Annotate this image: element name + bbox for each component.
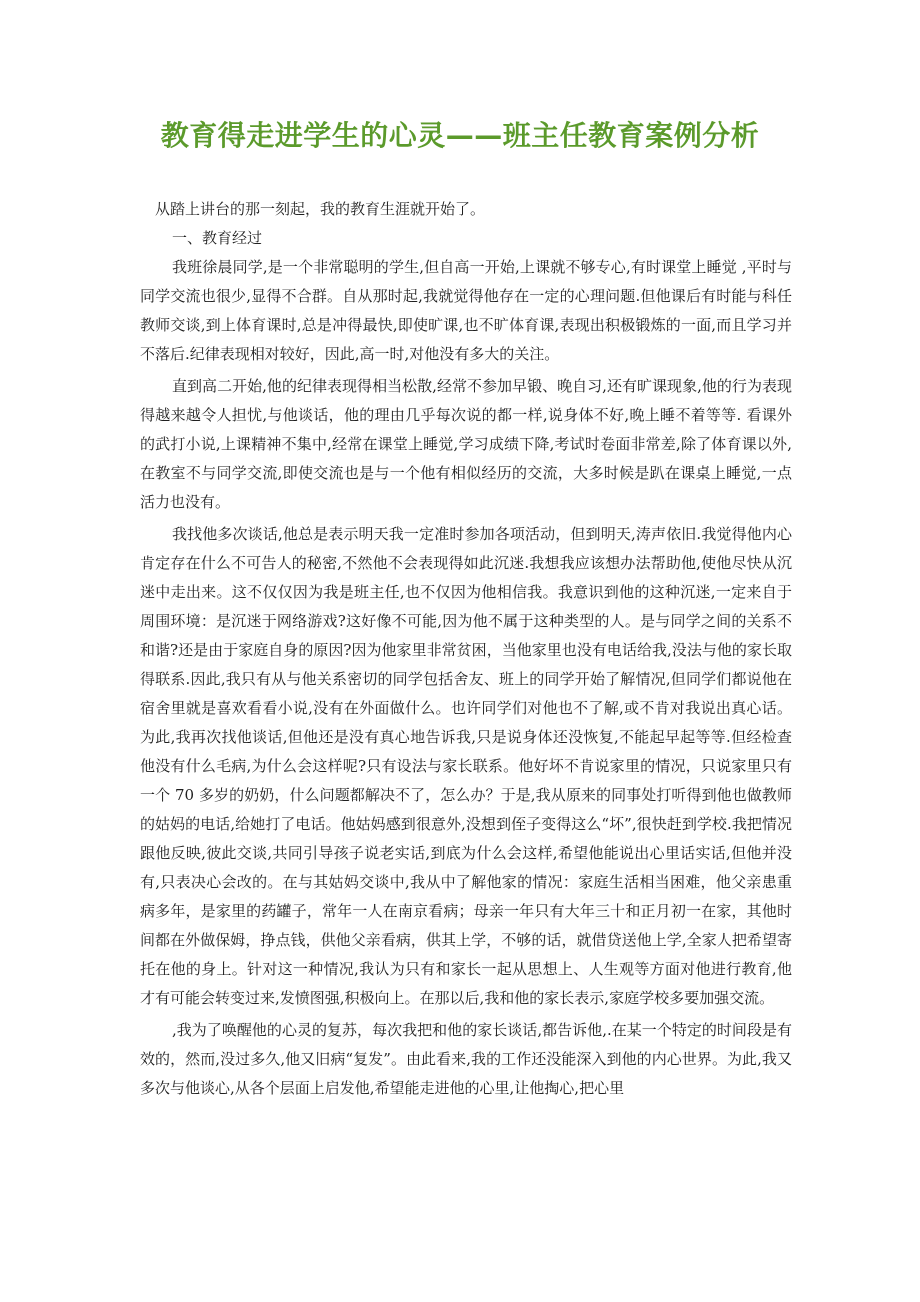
intro-paragraph: 从踏上讲台的那一刻起，我的教育生涯就开始了。 <box>155 200 486 218</box>
section-heading: 一、教育经过 <box>172 229 263 247</box>
body-paragraph: 直到高二开始,他的纪律表现得相当松散,经常不参加早锻、晚自习,还有旷课现象,他的行为表现得越来越令人担忧,与他谈话，他的理由几乎每次说的都一样,说身体不好,晚上睡不着等等. 看课外的武打小说,上课精神不集中,经常在课堂上睡觉,学习成绩下降,考试时卷面非常差,除了体育课以外,在教室不与同学交流,即使交流也是与一个他有相似经历的交流，大多时候是趴在课桌上睡觉,一点活力也没有。 <box>140 377 792 511</box>
body-paragraph: 我找他多次谈话,他总是表示明天我一定准时参加各项活动，但到明天,涛声依旧.我觉得他内心肯定存在什么不可告人的秘密,不然他不会表现得如此沉迷.我想我应该想办法帮助他,使他尽快从沉迷中走出来。这不仅仅因为我是班主任,也不仅因为他相信我。我意识到他的这种沉迷,一定来自于周围环境：是沉迷于网络游戏?这好像不可能,因为他不属于这种类型的人。是与同学之间的关系不和谐?还是由于家庭自身的原因?因为他家里非常贫困，当他家里也没有电话给我,没法与他的家长取得联系.因此,我只有从与他关系密切的同学包括舍友、班上的同学开始了解情况,但同学们都说他在宿舍里就是喜欢看看小说,没有在外面做什么。也许同学们对他也不了解,或不肯对我说出真心话。为此,我再次找他谈话,但他还是没有真心地告诉我,只是说身体还没恢复,不能起早起等等.但经检查他没有什么毛病,为什么会这样呢?只有设法与家长联系。他好坏不肯说家里的情况，只说家里只有一个 70 多岁的奶奶，什么问题都解决不了，怎么办？于是,我从原来的同事处打听得到他也做教师的姑妈的电话,给她打了电话。他姑妈感到很意外,没想到侄子变得这么“坏”,很快赶到学校.我把情况跟他反映,彼此交谈,共同引导孩子说老实话,到底为什么会这样,希望他能说出心里话实话,但他并没有,只表决心会改的。在与其姑妈交谈中,我从中了解他家的情况：家庭生活相当困难，他父亲患重病多年，是家里的药罐子，常年一人在南京看病；母亲一年只有大年三十和正月初一在家，其他时间都在外做保姆，挣点钱，供他父亲看病，供其上学，不够的话，就借贷送他上学,全家人把希望寄托在他的身上。针对这一种情况,我认为只有和家长一起从思想上、人生观等方面对他进行教育,他才有可能会转变过来,发愤图强,积极向上。在那以后,我和他的家长表示,家庭学校多要加强交流。 <box>140 525 792 1007</box>
body-paragraph: 我班徐晨同学,是一个非常聪明的学生,但自高一开始,上课就不够专心,有时课堂上睡觉 ,平时与同学交流也很少,显得不合群。自从那时起,我就觉得他存在一定的心理问题.但他课后有时能与科任教师交谈,到上体育课时,总是冲得最快,即使旷课,也不旷体育课,表现出积极锻炼的一面,而且学习并不落后.纪律表现相对较好，因此,高一时,对他没有多大的关注。 <box>140 258 792 363</box>
document-body <box>140 195 792 1103</box>
document-title: 教育得走进学生的心灵——班主任教育案例分析 <box>160 119 760 152</box>
body-paragraph: ,我为了唤醒他的心灵的复苏，每次我把和他的家长谈话,都告诉他,.在某一个特定的时间段是有效的，然而,没过多久,他又旧病“复发”。由此看来,我的工作还没能深入到他的内心世界。为此,我又多次与他谈心,从各个层面上启发他,希望能走进他的心里,让他掏心,把心里 <box>140 1021 792 1097</box>
